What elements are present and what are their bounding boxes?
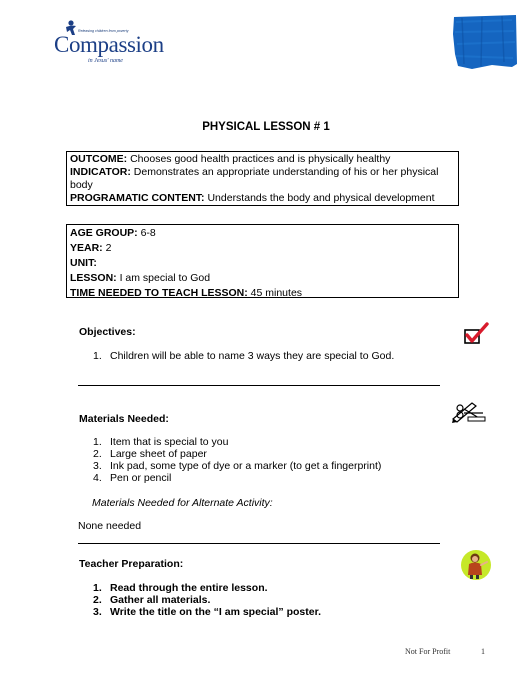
list-number: 2. bbox=[93, 594, 102, 606]
preparation-list bbox=[93, 582, 321, 618]
logo-subtitle: in Jesus' name bbox=[88, 58, 123, 64]
outcome-row bbox=[70, 153, 455, 166]
time-value: 45 minutes bbox=[247, 287, 303, 299]
list-text: Write the title on the “I am special” poster. bbox=[110, 606, 322, 618]
outcome-label: OUTCOME: bbox=[70, 153, 128, 165]
footer-label: Not For Profit bbox=[405, 647, 451, 656]
list-number: 1. bbox=[93, 350, 102, 362]
list-text: Read through the entire lesson. bbox=[110, 582, 268, 594]
list-number: 3. bbox=[93, 606, 102, 618]
list-item bbox=[93, 448, 381, 460]
unit-row bbox=[70, 256, 455, 271]
lesson-value: I am special to God bbox=[116, 272, 211, 284]
list-text: Pen or pencil bbox=[110, 472, 172, 484]
list-item bbox=[93, 350, 394, 362]
programatic-row bbox=[70, 192, 455, 205]
list-item bbox=[93, 582, 321, 594]
list-item bbox=[93, 472, 381, 484]
year-value: 2 bbox=[102, 242, 112, 254]
alternate-materials-text: None needed bbox=[78, 520, 142, 532]
outcome-value: Chooses good health practices and is physically healthy bbox=[127, 153, 391, 165]
programatic-label: PROGRAMATIC CONTENT: bbox=[70, 192, 205, 204]
lesson-info-box bbox=[66, 224, 459, 298]
section-divider bbox=[78, 385, 440, 386]
lesson-row bbox=[70, 271, 455, 286]
list-number: 4. bbox=[93, 472, 102, 484]
list-text: Large sheet of paper bbox=[110, 448, 207, 460]
list-item bbox=[93, 436, 381, 448]
indicator-row bbox=[70, 166, 455, 192]
objectives-list bbox=[93, 350, 394, 362]
age-group-label: AGE GROUP: bbox=[70, 227, 138, 239]
list-number: 3. bbox=[93, 460, 102, 472]
unit-label: UNIT: bbox=[70, 257, 97, 269]
checkmark-box-icon bbox=[462, 322, 490, 346]
indicator-value: Demonstrates an appropriate understanding of his or her physical body bbox=[70, 166, 439, 191]
materials-list bbox=[93, 436, 381, 484]
age-group-row bbox=[70, 226, 455, 241]
time-label: TIME NEEDED TO TEACH LESSON: bbox=[70, 287, 248, 299]
blue-paint-block bbox=[452, 14, 518, 70]
page-number: 1 bbox=[481, 647, 485, 656]
list-number: 1. bbox=[93, 582, 102, 594]
pencil-scissors-icon bbox=[450, 399, 488, 425]
year-row bbox=[70, 241, 455, 256]
list-item bbox=[93, 606, 321, 618]
list-text: Ink pad, some type of dye or a marker (to get a fingerprint) bbox=[110, 460, 382, 472]
objectives-heading: Objectives: bbox=[79, 326, 136, 338]
materials-heading: Materials Needed: bbox=[79, 413, 169, 425]
programatic-value: Understands the body and physical development bbox=[204, 192, 435, 204]
list-item bbox=[93, 594, 321, 606]
age-group-value: 6-8 bbox=[137, 227, 156, 239]
section-divider bbox=[78, 543, 440, 544]
lesson-title: PHYSICAL LESSON # 1 bbox=[202, 121, 330, 133]
year-label: YEAR: bbox=[70, 242, 103, 254]
compassion-logo bbox=[52, 20, 164, 68]
outcome-box bbox=[66, 151, 459, 206]
list-item bbox=[93, 460, 381, 472]
list-text: Gather all materials. bbox=[110, 594, 211, 606]
logo-tagline: Releasing children from poverty bbox=[78, 29, 129, 33]
list-text: Item that is special to you bbox=[110, 436, 229, 448]
logo-brand-name: Compassion bbox=[54, 32, 164, 57]
preparation-heading: Teacher Preparation: bbox=[79, 558, 184, 570]
indicator-label: INDICATOR: bbox=[70, 166, 131, 178]
list-text: Children will be able to name 3 ways they are special to God. bbox=[110, 350, 395, 362]
lesson-label: LESSON: bbox=[70, 272, 117, 284]
time-row bbox=[70, 286, 455, 301]
alternate-materials-heading: Materials Needed for Alternate Activity: bbox=[92, 497, 273, 509]
teacher-figure-icon bbox=[460, 548, 492, 582]
list-number: 2. bbox=[93, 448, 102, 460]
list-number: 1. bbox=[93, 436, 102, 448]
